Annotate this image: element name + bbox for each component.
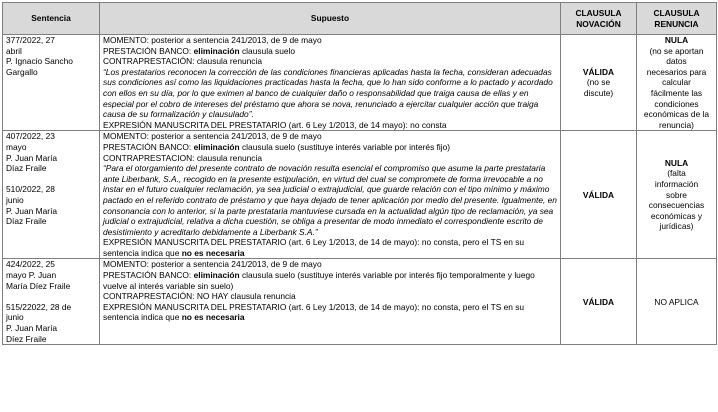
renuncia-cell [637,131,717,259]
sentencia-line: P. Juan María [6,323,58,334]
sentencia-line: Gargallo [6,66,38,77]
momento-text: MOMENTO: posterior a sentencia 241/2013, de 9 de mayo [103,131,322,142]
novacion-cell [561,259,637,345]
table-row [3,131,717,259]
sentencia-line: 377/2022, 27 [6,35,55,45]
renuncia-line: datos [666,56,687,67]
renuncia-line: sobre [666,189,687,200]
expresion-text: EXPRESIÓN MANUSCRITA DEL PRESTATARIO (art. 6 Ley 1/2013, de 14 de mayo): no consta, pero el TS en su sentencia indica que no es necesaria [103,237,525,258]
prestacion-text: PRESTACIÓN BANCO: eliminación clausula suelo (sustituye interés variable por interés fijo temporalmente y luego vuelve al interés variable sin suelo) [103,270,535,291]
renuncia-line: NO APLICA [654,296,699,307]
prestacion-text: PRESTACIÓN BANCO: eliminación clausula suelo [103,45,296,56]
sentencia-line: P. Juan María [6,205,58,216]
header-row [3,3,717,35]
supuesto-cell [100,35,561,131]
renuncia-line: calcular [662,77,691,88]
renuncia-line: NULA [664,157,689,168]
header-supuesto: Supuesto [100,3,561,35]
prestacion-text: PRESTACIÓN BANCO: eliminación clausula suelo (sustituye interés variable por interés fijo) [103,141,451,152]
sentencia-line: mayo P. Juan [6,270,57,281]
renuncia-line: jurídicas) [659,221,694,232]
sentencia-line: P. Ignacio Sancho [6,56,73,67]
header-sentencia: Sentencia [3,3,100,35]
contraprestacion-text: CONTRAPRESTACIÓN: clausula renuncia [103,56,263,67]
sentencia-line: junio [6,194,24,205]
renuncia-line: necesarios para [646,66,707,77]
table-row [3,35,717,131]
sentencia-line: Díaz Fraile [6,163,47,174]
novacion-line: VÁLIDA [582,66,615,77]
sentencia-line: Díez Fraile [6,333,47,344]
renuncia-quote: “Para el otorgamiento del presente contrato de novación resulta esencial el compromiso que asume la parte prestataria ante Liberbank, S.A., recogido en la presente estipulación, en virtud del cual se compromete de forma irrevocable a no instar en el futuro cualquier reclamación, ya sea judicial o extrajudicial, que guarde relación con el tipo mínimo y máximo pactado en el referido contrato de préstamo y que haya dejado de tener aplicación por medio del presente. Igualmente, en consonancia con lo anterior, si la parte prestataria mantuviese cursada en la actualidad algún tipo de reclamación, ya sea judicial o extrajudicial, relativa a dicha cuestión, se obliga a presentar de modo inmediato el correspondiente escrito de desistimiento y acreditarlo debidamente a Liberbank S.A.” [103,163,557,237]
renuncia-line: condiciones [654,98,699,109]
sentencia-cell [3,259,100,345]
sentencia-line: 424/2022, 25 [6,259,55,270]
header-clausula-renuncia: CLAUSULA RENUNCIA [637,3,717,35]
sentencia-line: 407/2022, 23 [6,131,55,142]
renuncia-cell [637,259,717,345]
renuncia-line: (falta [667,168,686,179]
renuncia-line: renuncia) [659,119,694,130]
renuncia-line: económicas de la [643,109,710,120]
novacion-line: VÁLIDA [582,189,615,200]
novacion-line: VÁLIDA [582,296,615,307]
novacion-line: discute) [583,87,614,98]
sentencia-line: mayo [6,141,27,152]
supuesto-cell [100,259,561,345]
renuncia-line: información [654,179,699,190]
expresion-text: EXPRESIÓN MANUSCRITA DEL PRESTATARIO (art. 6 Ley 1/2013, de 14 de mayo): no consta, pero el TS en su sentencia indica que no es necesaria [103,301,525,323]
sentencia-line: María Díez Fraile [6,280,71,291]
comparison-table [2,2,717,345]
novacion-cell [561,35,637,131]
expresion-text: EXPRESIÓN MANUSCRITA DEL PRESTATARIO (art. 6 Ley 1/2013, de 14 mayo): no consta [103,119,447,130]
momento-text: MOMENTO: posterior a sentencia 241/2013, de 9 de mayo [103,259,322,270]
renuncia-quote: “Los prestatarios reconocen la corrección de las condiciones financieras aplicadas hasta la fecha, consideran adecuadas sus condiciones así como las liquidaciones practicadas hasta la fecha, que lo han sido conforme a lo pactado y acordado con ellos en su día, por lo que eximen al banco de cualquier daño o responsabilidad que traiga causa de ellas y en especial por el cobro de intereses del préstamo que ahora se nova, renunciado a ejercitar cualquier acción que traiga causa de su formalización y clausulado”. [103,66,553,120]
sentencia-line: junio [6,312,24,323]
renuncia-line: NULA [664,35,689,45]
table-row [3,259,717,345]
renuncia-line: (no se aportan [649,45,704,56]
renuncia-line: económicas y [650,210,703,221]
sentencia-cell [3,131,100,259]
contraprestacion-text: CONTRAPRESTACION: clausula renuncia [103,152,263,163]
sentencia-line: 515/22022, 28 de [6,301,72,312]
header-clausula-novacion: CLAUSULA NOVACIÓN [561,3,637,35]
renuncia-line: fácilmente las [650,87,703,98]
sentencia-line: 510/2022, 28 [6,184,55,195]
sentencia-cell [3,35,100,131]
novacion-line: (no se [586,77,611,88]
contraprestacion-text: CONTRAPRESTACIÓN: NO HAY clausula renuncia [103,291,296,302]
sentencia-line: P. Juan María [6,152,58,163]
momento-text: MOMENTO: posterior a sentencia 241/2013, de 9 de mayo [103,35,322,45]
sentencia-line: abril [6,45,22,56]
supuesto-cell [100,131,561,259]
renuncia-cell [637,35,717,131]
sentencia-line: Díaz Fraile [6,216,47,227]
renuncia-line: consecuencias [648,200,705,211]
novacion-cell [561,131,637,259]
